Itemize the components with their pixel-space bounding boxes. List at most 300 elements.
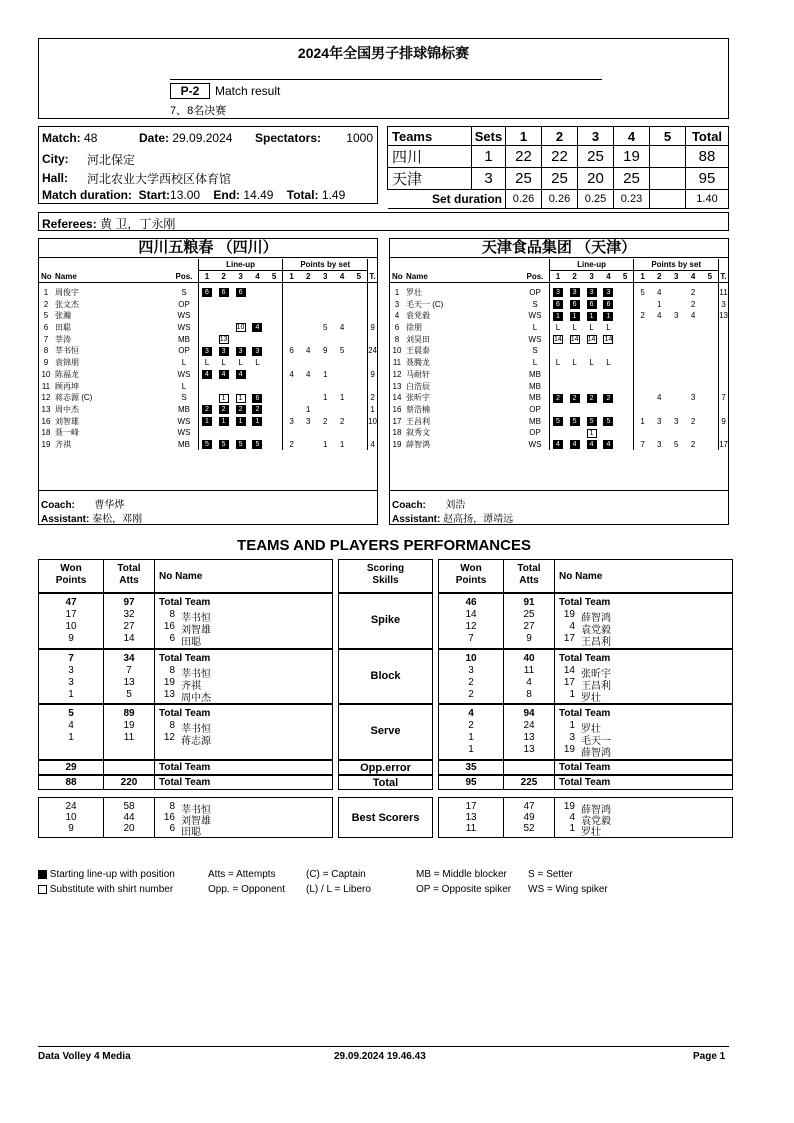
starting-position: 1 <box>553 312 563 321</box>
player-row <box>390 427 728 439</box>
lineup-set-3 <box>583 345 600 357</box>
lineup-set-2 <box>215 357 232 369</box>
points-set-3 <box>317 427 334 439</box>
perf-divider <box>554 776 555 789</box>
player-row <box>39 369 377 381</box>
player-total <box>368 427 377 439</box>
lineup-set-3 <box>583 333 600 345</box>
lineup-set-3 <box>232 322 249 334</box>
best-atts: 47 <box>523 801 535 812</box>
points-set-1 <box>634 322 651 334</box>
date-label: Date: <box>139 131 170 145</box>
substitute-number: 14 <box>604 336 613 344</box>
lineup-set-2 <box>566 310 583 322</box>
won-points: 9 <box>68 633 74 644</box>
perf-divider <box>154 776 155 789</box>
points-set-3 <box>317 333 334 345</box>
lineup-set-5 <box>266 415 283 427</box>
col-lineup-5: 5 <box>271 272 277 282</box>
libero-mark: L <box>238 358 243 368</box>
col-points-5: 5 <box>356 272 362 282</box>
starting-position: 5 <box>219 440 229 449</box>
points-set-5 <box>351 357 368 369</box>
player-total <box>719 427 728 439</box>
points-set-2 <box>300 310 317 322</box>
lineup-set-1 <box>198 333 215 345</box>
best-player-name: 刘智雄 <box>181 816 211 827</box>
best-scorers-a <box>38 797 333 838</box>
col-set-3: 3 <box>578 127 614 146</box>
player-row <box>390 404 728 416</box>
player-number: 3 <box>394 299 400 309</box>
lineup-set-3 <box>232 333 249 345</box>
lineup-set-3 <box>583 310 600 322</box>
starting-position: 6 <box>202 288 212 297</box>
lineup-set-1 <box>549 392 566 404</box>
footer-timestamp: 29.09.2024 19.46.43 <box>334 1051 426 1062</box>
total-attempts: 225 <box>520 777 538 788</box>
won-points: 7 <box>468 633 474 644</box>
starting-position: 4 <box>570 440 580 449</box>
points-set-2 <box>300 427 317 439</box>
col-set-5: 5 <box>650 127 686 146</box>
points-set-2 <box>300 333 317 345</box>
player-position: S <box>181 393 187 403</box>
date-row <box>139 131 232 145</box>
lineup-set-2 <box>566 380 583 392</box>
col-points-5: 5 <box>707 272 713 282</box>
starting-position: 4 <box>603 440 613 449</box>
col-set-1: 1 <box>506 127 542 146</box>
points-set-5 <box>702 427 719 439</box>
perf-block-a <box>38 704 333 760</box>
player-name: 罗壮 <box>405 288 422 298</box>
won-points: 1 <box>68 732 74 743</box>
player-name: 张昕宇 <box>581 669 611 680</box>
points-set-3: 1 <box>322 439 328 449</box>
points-set-5 <box>702 357 719 369</box>
lineup-set-1 <box>549 310 566 322</box>
doc-code: P-2 <box>170 83 210 99</box>
hall-label: Hall: <box>42 171 69 185</box>
total-atts: 25 <box>523 609 535 620</box>
player-total: 2 <box>368 392 377 404</box>
col-set-4: 4 <box>614 127 650 146</box>
player-name: 蔡浩楠 <box>405 404 430 414</box>
won-header: Won <box>460 563 482 574</box>
points-set-3 <box>668 287 685 299</box>
player-total: 1 <box>368 404 377 416</box>
lineup-set-1 <box>198 287 215 299</box>
points-set-4 <box>685 322 702 334</box>
opp-error-a <box>38 760 333 775</box>
col-lineup-4: 4 <box>255 272 260 282</box>
start-time: 13.00 <box>170 188 201 202</box>
lineup-set-1 <box>198 322 215 334</box>
points-set-2: 4 <box>657 288 662 298</box>
player-position: L <box>181 358 187 368</box>
player-name: 莘书恒 <box>181 724 211 735</box>
points-set-1: 3 <box>283 415 300 427</box>
points-set-5 <box>702 298 719 310</box>
roster-group-header <box>390 259 728 271</box>
referees-names: 黄 卫，丁永刚 <box>100 217 176 231</box>
player-position: OP <box>529 428 541 438</box>
points-set-3: 2 <box>322 416 328 426</box>
total-atts: 11 <box>123 732 135 743</box>
player-row <box>39 322 377 334</box>
points-set-4 <box>334 357 351 369</box>
legend-atts: Atts = Attempts <box>208 869 276 880</box>
player-name: 王昌利 <box>581 637 611 648</box>
points-set-4 <box>334 287 351 299</box>
lineup-set-4 <box>249 345 266 357</box>
match-info-box <box>38 126 378 204</box>
perf-divider <box>503 761 504 774</box>
player-number: 10 <box>41 369 51 379</box>
col-pos: Pos. <box>526 271 544 281</box>
points-set-3 <box>668 369 685 381</box>
points-set-3: 5 <box>322 323 328 333</box>
won-points: 2 <box>468 677 474 688</box>
points-set-4 <box>685 404 702 416</box>
team-b-coach: Coach: 刘浩 <box>392 500 466 511</box>
libero-mark: L <box>606 358 611 368</box>
points-set-2 <box>300 287 317 299</box>
player-name: 莘书恒 <box>54 346 79 356</box>
total-b <box>438 775 733 790</box>
won-points: 1 <box>468 744 474 755</box>
match-row <box>42 131 97 145</box>
points-set-2: 4 <box>306 346 311 356</box>
lineup-set-1 <box>198 345 215 357</box>
player-name: 蒋志源 <box>181 736 211 747</box>
starting-position: 2 <box>603 394 613 403</box>
points-set-2 <box>300 380 317 392</box>
points-set-5 <box>702 287 719 299</box>
total-duration: 1.49 <box>321 188 346 202</box>
total-header-blank <box>368 259 377 271</box>
total-atts: 19 <box>123 720 135 731</box>
points-set-2: 3 <box>657 416 662 426</box>
total-atts: 13 <box>523 732 535 743</box>
starting-position: 6 <box>570 300 580 309</box>
lineup-set-2 <box>215 298 232 310</box>
lineup-set-4 <box>600 322 617 334</box>
lineup-set-5 <box>266 287 283 299</box>
player-number: 16 <box>41 416 51 426</box>
col-set-2: 2 <box>542 127 578 146</box>
points-set-3 <box>668 392 685 404</box>
lineup-set-1 <box>198 404 215 416</box>
points-header: Points by set <box>634 259 719 271</box>
lineup-set-2 <box>215 415 232 427</box>
starting-position: 5 <box>587 417 597 426</box>
points-set-2 <box>651 427 668 439</box>
points-set-1 <box>283 298 300 310</box>
won-points: 4 <box>68 720 74 731</box>
player-name: 张文杰 <box>54 299 79 309</box>
points-set-3: 5 <box>673 439 679 449</box>
won-points: 2 <box>468 689 474 700</box>
player-name: 叙秀文 <box>405 428 430 438</box>
player-name: 薛智鸿 <box>581 613 611 624</box>
perf-divider <box>154 705 155 759</box>
lineup-set-3 <box>583 357 600 369</box>
total-label: Total <box>372 777 399 789</box>
total-atts: 13 <box>123 677 135 688</box>
lineup-set-2 <box>566 439 583 451</box>
best-atts: 49 <box>523 812 535 823</box>
player-row <box>39 333 377 345</box>
lineup-set-2 <box>566 369 583 381</box>
lineup-set-2 <box>215 392 232 404</box>
starting-position: 2 <box>252 405 262 414</box>
player-row <box>390 333 728 345</box>
player-no: 6 <box>169 633 175 644</box>
player-number: 19 <box>392 439 402 449</box>
perf-divider <box>554 798 555 837</box>
points-set-3 <box>668 322 685 334</box>
points-set-3 <box>317 287 334 299</box>
starting-position: 5 <box>236 440 246 449</box>
roster-group-header <box>39 259 377 271</box>
lineup-set-1 <box>549 357 566 369</box>
points-set-5 <box>351 404 368 416</box>
lineup-set-3 <box>232 345 249 357</box>
player-total <box>719 369 728 381</box>
best-player-no: 6 <box>169 823 175 834</box>
scoreboard <box>387 126 729 209</box>
total-team-label: Total Team <box>159 597 211 608</box>
roster-column-header <box>39 271 377 283</box>
starting-position: 6 <box>219 288 229 297</box>
filled-square-icon <box>38 870 47 879</box>
libero-mark: L <box>221 358 226 368</box>
player-no: 14 <box>563 665 575 676</box>
perf-skill-0 <box>338 593 433 649</box>
player-total: 3 <box>719 298 728 310</box>
lineup-set-1 <box>198 357 215 369</box>
best-atts: 20 <box>123 823 135 834</box>
points-set-1 <box>283 404 300 416</box>
player-name: 罗壮 <box>581 693 601 704</box>
lineup-set-2 <box>215 310 232 322</box>
total-attempts: 220 <box>120 777 138 788</box>
starting-position: 2 <box>219 405 229 414</box>
starting-position: 1 <box>236 417 246 426</box>
opp-error-team: Total Team <box>559 762 611 773</box>
player-no: 19 <box>563 609 575 620</box>
total-atts: 40 <box>523 653 535 664</box>
points-set-5 <box>351 345 368 357</box>
player-position: OP <box>529 404 541 414</box>
player-position: MB <box>178 439 190 449</box>
points-set-2 <box>300 357 317 369</box>
lineup-set-4 <box>600 369 617 381</box>
won-points: 2 <box>468 720 474 731</box>
points-set-2: 3 <box>657 439 662 449</box>
col-points-3: 3 <box>322 272 328 282</box>
player-row <box>39 357 377 369</box>
points-set-4: 2 <box>690 416 696 426</box>
player-name: 周中杰 <box>181 693 211 704</box>
lineup-set-1 <box>549 380 566 392</box>
legend-starting: Starting line-up with position <box>38 869 175 880</box>
player-total: 4 <box>368 439 377 451</box>
team-a-player-table <box>39 259 377 450</box>
points-set-1 <box>283 310 300 322</box>
points-set-4 <box>334 380 351 392</box>
col-lineup-1: 1 <box>549 271 566 283</box>
starting-position: 6 <box>603 300 613 309</box>
lineup-set-5 <box>617 333 634 345</box>
player-total <box>719 345 728 357</box>
starting-position: 2 <box>202 405 212 414</box>
lineup-set-5 <box>617 310 634 322</box>
lineup-set-3 <box>583 439 600 451</box>
perf-divider <box>554 705 555 759</box>
total-atts: 24 <box>523 720 535 731</box>
points-set-4: 4 <box>339 323 345 333</box>
player-no: 8 <box>169 720 175 731</box>
points-set-2: 3 <box>306 416 311 426</box>
lineup-set-4 <box>600 287 617 299</box>
total-team-label: Total Team <box>559 708 611 719</box>
player-row <box>39 310 377 322</box>
lineup-set-3 <box>232 392 249 404</box>
points-set-1 <box>283 322 300 334</box>
player-number: 13 <box>392 381 402 391</box>
lineup-set-3 <box>583 322 600 334</box>
player-total: 11 <box>719 288 728 298</box>
points-set-2: 4 <box>657 311 662 321</box>
lineup-set-3 <box>583 298 600 310</box>
city-value: 河北保定 <box>87 153 136 167</box>
player-no: 8 <box>169 665 175 676</box>
noname-header: No Name <box>159 571 203 582</box>
points-set-1 <box>283 333 300 345</box>
lineup-set-3 <box>583 380 600 392</box>
points-set-2: 1 <box>657 299 662 309</box>
skill-label: Block <box>370 669 401 682</box>
blank-header <box>390 259 549 271</box>
points-set-5 <box>351 427 368 439</box>
points-set-1 <box>634 369 651 381</box>
opp-error-label: Opp.error <box>360 762 411 774</box>
spectators-value: 1000 <box>346 131 373 145</box>
lineup-set-4 <box>249 298 266 310</box>
legend-setter: S = Setter <box>528 869 573 880</box>
player-name: 王昌利 <box>405 416 430 426</box>
player-row <box>39 439 377 451</box>
lineup-set-3 <box>583 415 600 427</box>
starting-position: 2 <box>553 394 563 403</box>
points-set-3 <box>317 298 334 310</box>
player-row <box>39 380 377 392</box>
points-set-1 <box>634 345 651 357</box>
points-set-1: 1 <box>634 415 651 427</box>
atts-header: Atts <box>119 575 139 586</box>
team-b-player-table <box>390 259 728 450</box>
header-rule <box>170 79 602 80</box>
starting-position: 6 <box>587 300 597 309</box>
lineup-set-1 <box>198 380 215 392</box>
team-a-roster <box>38 238 378 525</box>
col-lineup-2: 2 <box>221 272 226 282</box>
score-row-team1: 四川 1 22 22 25 19 88 <box>388 146 729 168</box>
player-number: 11 <box>392 358 402 368</box>
points-set-1: 2 <box>634 310 651 322</box>
points-set-4: 3 <box>690 393 696 403</box>
best-atts: 52 <box>523 823 535 834</box>
points-set-4: 1 <box>339 393 345 403</box>
player-position: L <box>181 381 187 391</box>
starting-position: 2 <box>570 394 580 403</box>
lineup-set-2 <box>566 333 583 345</box>
best-points: 10 <box>65 812 77 823</box>
player-total <box>719 333 728 345</box>
player-total: 9 <box>368 322 377 334</box>
col-sets: Sets <box>472 127 506 146</box>
col-lineup-1: 1 <box>198 271 215 283</box>
lineup-set-5 <box>266 380 283 392</box>
player-name: 周中杰 <box>54 404 79 414</box>
player-name: 毛天一 <box>581 736 611 747</box>
legend-substitute: Substitute with shirt number <box>38 884 173 895</box>
starting-position: 1 <box>587 312 597 321</box>
starting-position: 6 <box>553 300 563 309</box>
total-header: Total <box>517 563 541 574</box>
player-position: MB <box>178 334 190 344</box>
starting-position: 5 <box>603 417 613 426</box>
starting-position: 5 <box>252 440 262 449</box>
player-name: 聂一峰 <box>54 428 79 438</box>
team-a-coach: Coach: 曹华烨 <box>41 500 125 511</box>
starting-position: 3 <box>570 288 580 297</box>
points-set-2 <box>651 333 668 345</box>
points-set-4 <box>334 427 351 439</box>
col-total: T. <box>720 271 727 281</box>
lineup-set-5 <box>617 404 634 416</box>
spectators-row <box>255 131 321 145</box>
best-player-name: 薛智鸿 <box>581 805 611 816</box>
lineup-set-5 <box>617 380 634 392</box>
points-set-1 <box>634 427 651 439</box>
player-total: 17 <box>719 439 728 449</box>
lineup-set-1 <box>198 427 215 439</box>
points-set-1: 6 <box>283 345 300 357</box>
player-name: 白浩辰 <box>405 381 430 391</box>
points-set-5 <box>702 439 719 451</box>
lineup-set-1 <box>198 298 215 310</box>
player-number: 1 <box>394 288 400 298</box>
total-skill <box>338 775 433 790</box>
player-position: WS <box>177 323 191 333</box>
total-atts: 34 <box>123 653 135 664</box>
lineup-set-5 <box>266 439 283 451</box>
player-no: 8 <box>169 609 175 620</box>
starting-position: 2 <box>587 394 597 403</box>
points-set-4: 5 <box>339 346 345 356</box>
lineup-set-2 <box>215 439 232 451</box>
team-b-roster <box>389 238 729 525</box>
points-set-3 <box>317 404 334 416</box>
libero-mark: L <box>255 358 260 368</box>
perf-block-b <box>438 704 733 760</box>
player-row <box>390 380 728 392</box>
header-box <box>38 38 729 119</box>
